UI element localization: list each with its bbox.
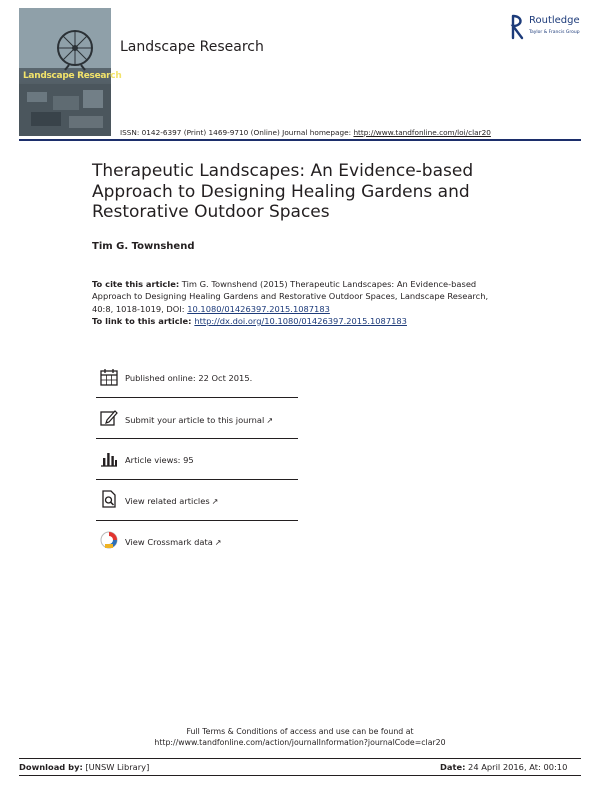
divider: [96, 438, 298, 439]
bar-chart-icon: [100, 450, 118, 468]
crossmark-icon: [100, 531, 118, 549]
header-divider: [19, 139, 581, 141]
date-label: Date:: [440, 762, 466, 772]
article-author: Tim G. Townshend: [92, 241, 195, 252]
doi-link[interactable]: 10.1080/01426397.2015.1087183: [187, 303, 330, 314]
related-articles-link[interactable]: View related articles: [125, 496, 210, 506]
article-views-row: [96, 450, 298, 490]
divider: [96, 479, 298, 480]
footer-bottom-divider: [19, 775, 581, 776]
article-title: [92, 161, 572, 223]
terms-notice: [0, 726, 600, 748]
journal-name[interactable]: Landscape Research: [120, 39, 264, 55]
published-date: Published online: 22 Oct 2015.: [125, 373, 253, 383]
cite-text-line: Approach to Designing Healing Gardens and Restorative Outdoor Spaces, Landscape Research,: [92, 291, 489, 302]
publisher-subtitle: Taylor & Francis Group: [529, 30, 580, 35]
footer-divider: [19, 758, 581, 759]
downloaded-by: [19, 762, 149, 772]
publisher-name: Routledge: [529, 15, 580, 26]
terms-text: Full Terms & Conditions of access and use can be found at: [186, 727, 414, 736]
divider: [96, 397, 298, 398]
link-label: To link to this article:: [92, 315, 195, 326]
article-views: Article views: 95: [125, 455, 194, 465]
cite-label: To cite this article:: [92, 279, 180, 289]
submit-article-row[interactable]: [96, 409, 298, 449]
edit-icon: [100, 409, 118, 427]
title-line: Therapeutic Landscapes: An Evidence-based: [92, 161, 474, 181]
journal-homepage-link[interactable]: http://www.tandfonline.com/loi/clar20: [353, 128, 491, 137]
downloaded-label: Download by:: [19, 762, 83, 772]
external-link-icon: ↗: [211, 497, 219, 506]
cover-title: Landscape Research: [23, 71, 122, 81]
publisher-logo: [511, 14, 591, 44]
journal-cover-image: [19, 8, 122, 136]
crossmark-link[interactable]: View Crossmark data: [125, 537, 213, 547]
cite-text-line: Tim G. Townshend (2015) Therapeutic Landscapes: An Evidence-based: [179, 279, 477, 289]
published-row: [96, 368, 298, 408]
downloaded-value: [UNSW Library]: [82, 762, 150, 772]
citation-block: [92, 278, 562, 327]
cite-text-line: 40:8, 1018-1019, DOI:: [92, 303, 188, 314]
terms-url-link[interactable]: http://www.tandfonline.com/action/journalInformation?journalCode=clar20: [154, 738, 446, 747]
date-value: 24 April 2016, At: 00:10: [465, 762, 568, 772]
title-line: Restorative Outdoor Spaces: [92, 202, 330, 222]
external-link-icon: ↗: [266, 416, 274, 425]
article-url-link[interactable]: http://dx.doi.org/10.1080/01426397.2015.1087183: [194, 315, 407, 326]
calendar-icon: [100, 368, 118, 386]
issn-line: [120, 128, 491, 137]
external-link-icon: ↗: [214, 538, 222, 547]
related-articles-icon: [100, 490, 118, 508]
issn-text: ISSN: 0142-6397 (Print) 1469-9710 (Online) Journal homepage:: [120, 128, 354, 137]
crossmark-row[interactable]: [96, 531, 298, 571]
routledge-r-icon: [511, 14, 525, 40]
divider: [96, 520, 298, 521]
download-date: [440, 762, 567, 772]
submit-article-link[interactable]: Submit your article to this journal: [125, 415, 265, 425]
title-line: Approach to Designing Healing Gardens and: [92, 181, 470, 202]
related-articles-row[interactable]: [96, 490, 298, 530]
